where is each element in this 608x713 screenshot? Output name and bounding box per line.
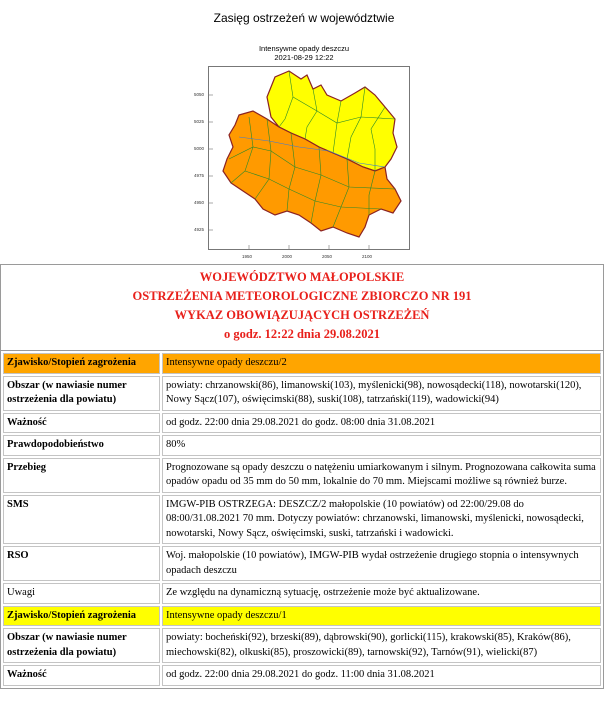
remarks-value: Ze względu na dynamiczną sytuację, ostrzeżenie może być aktualizowane. — [162, 583, 601, 604]
area-value: powiaty: chrzanowski(86), limanowski(103), myślenicki(98), nowosądecki(118), nowotarski(120), Nowy Sącz(107), oświęcimski(88), suski(108), tatrzański(119), wadowicki(94) — [162, 376, 601, 411]
svg-text:5000: 5000 — [194, 146, 205, 151]
svg-text:4975: 4975 — [194, 173, 205, 178]
validity-value: od godz. 22:00 dnia 29.08.2021 do godz. 11:00 dnia 31.08.2021 — [162, 665, 601, 686]
phenomenon-label: Zjawisko/Stopień zagrożenia — [3, 353, 160, 374]
report-datetime: o godz. 12:22 dnia 29.08.2021 — [224, 327, 380, 341]
svg-text:2050: 2050 — [322, 254, 333, 259]
svg-text:5050: 5050 — [194, 92, 205, 97]
malopolskie-map-svg — [209, 67, 409, 249]
warnings-table — [1, 351, 603, 688]
sms-value: IMGW-PIB OSTRZEGA: DESZCZ/2 małopolskie (10 powiatów) od 22:00/29.08 do 08:00/31.08.2021 70 mm. Dotyczy powiatów: chrzanowski, limanowski, myślenicki, nowosądecki, nowotarski, Nowy Sącz, oświęcimski, suski, tatrzański i wadowicki. — [162, 495, 601, 545]
validity-label: Ważność — [3, 665, 160, 686]
rso-value: Woj. małopolskie (10 powiatów), IMGW-PIB wydał ostrzeżenie drugiego stopnia o intensywnych opadach deszczu — [162, 546, 601, 581]
remarks-label: Uwagi — [3, 583, 160, 604]
table-row — [3, 628, 601, 663]
svg-text:1950: 1950 — [242, 254, 253, 259]
validity-value: od godz. 22:00 dnia 29.08.2021 do godz. 08:00 dnia 31.08.2021 — [162, 413, 601, 434]
probability-label: Prawdopodobieństwo — [3, 435, 160, 456]
table-row — [3, 606, 601, 627]
rso-label: RSO — [3, 546, 160, 581]
table-row — [3, 376, 601, 411]
map-caption-datetime: 2021-08-29 12:22 — [274, 53, 334, 62]
probability-value: 80% — [162, 435, 601, 456]
area-label: Obszar (w nawiasie numer ostrzeżenia dla powiatu) — [3, 376, 160, 411]
svg-text:4950: 4950 — [194, 200, 205, 205]
report-region: WOJEWÓDZTWO MAŁOPOLSKIE — [199, 270, 405, 284]
svg-text:2000: 2000 — [282, 254, 293, 259]
sms-label: SMS — [3, 495, 160, 545]
area-label: Obszar (w nawiasie numer ostrzeżenia dla powiatu) — [3, 628, 160, 663]
warning-map — [190, 44, 418, 265]
course-label: Przebieg — [3, 458, 160, 493]
table-row — [3, 458, 601, 493]
report-list-title: WYKAZ OBOWIĄZUJĄCYCH OSTRZEŻEŃ — [174, 308, 430, 322]
svg-text:2100: 2100 — [362, 254, 373, 259]
map-frame — [208, 66, 410, 250]
table-row — [3, 546, 601, 581]
table-row — [3, 435, 601, 456]
course-value: Prognozowane są opady deszczu o natężeniu umiarkowanym i silnym. Prognozowana całkowita suma opadów opadu od 35 mm do 50 mm, lokalnie do 70 mm. Miejscami możliwe są również burze. — [162, 458, 601, 493]
report-number: OSTRZEŻENIA METEOROLOGICZNE ZBIORCZO NR 191 — [132, 289, 472, 303]
table-row — [3, 495, 601, 545]
table-row — [3, 353, 601, 374]
table-row — [3, 413, 601, 434]
svg-text:4925: 4925 — [194, 227, 205, 232]
table-row — [3, 583, 601, 604]
warnings-report — [0, 264, 604, 689]
phenomenon-value: Intensywne opady deszczu/1 — [162, 606, 601, 627]
table-row — [3, 665, 601, 686]
phenomenon-label: Zjawisko/Stopień zagrożenia — [3, 606, 160, 627]
map-caption-phenomenon: Intensywne opady deszczu — [258, 44, 350, 53]
svg-text:5025: 5025 — [194, 119, 205, 124]
phenomenon-value: Intensywne opady deszczu/2 — [162, 353, 601, 374]
page-title: Zasięg ostrzeżeń w województwie — [213, 11, 395, 25]
report-header — [1, 265, 603, 351]
validity-label: Ważność — [3, 413, 160, 434]
area-value: powiaty: bocheński(92), brzeski(89), dąbrowski(90), gorlicki(115), krakowski(85), Kraków(86), miechowski(82), olkuski(85), proszowicki(89), tarnowski(92), Tarnów(91), wielicki(87) — [162, 628, 601, 663]
